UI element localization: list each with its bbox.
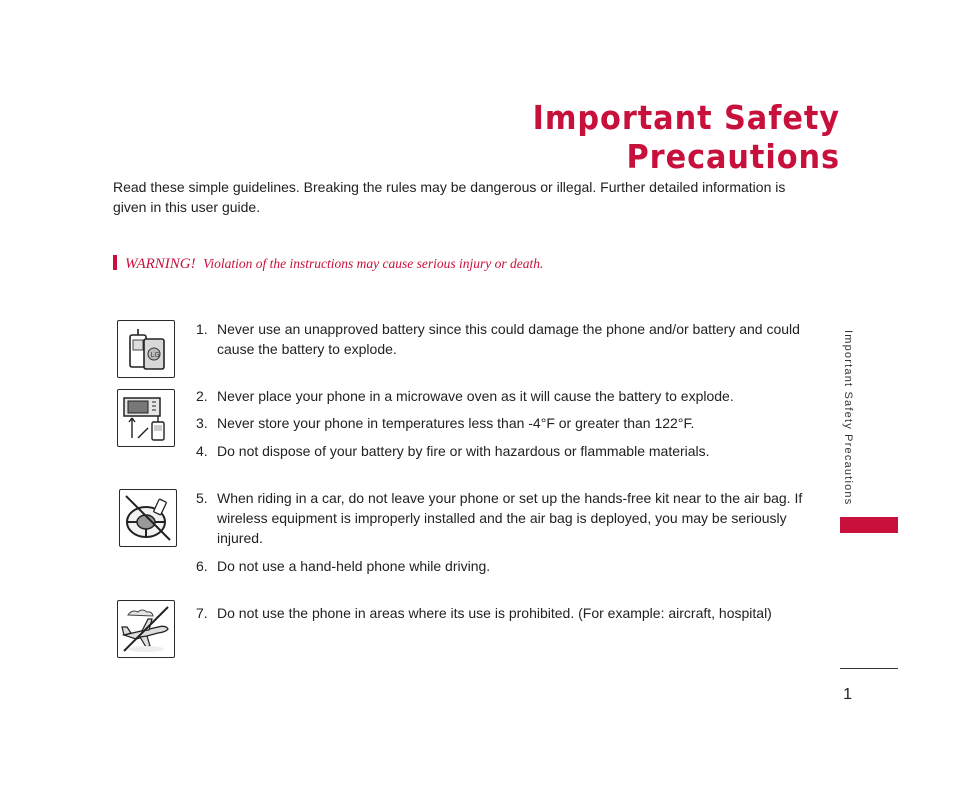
item-text: Do not use a hand-held phone while driving. bbox=[217, 558, 491, 574]
item-number: 7. bbox=[196, 605, 208, 621]
steering-wheel-icon bbox=[119, 489, 177, 547]
item-text: Never place your phone in a microwave oven as it will cause the battery to explode. bbox=[217, 388, 734, 404]
battery-phone-icon bbox=[117, 320, 175, 378]
warning-line bbox=[113, 254, 713, 275]
item-number: 6. bbox=[196, 558, 208, 574]
microwave-icon bbox=[117, 389, 175, 447]
list-item bbox=[196, 386, 806, 406]
page-title: Important Safety Precautions bbox=[532, 98, 840, 176]
item-text: Do not use the phone in areas where its use is prohibited. (For example: aircraft, hospital) bbox=[217, 605, 772, 621]
warning-text: Violation of the instructions may cause serious injury or death. bbox=[203, 256, 544, 271]
item-text: Never store your phone in temperatures less than -4°F or greater than 122°F. bbox=[217, 415, 695, 431]
svg-text:LG: LG bbox=[150, 351, 160, 359]
item-text: When riding in a car, do not leave your phone or set up the hands-free kit near to the air bag. If wireless equipment is improperly installed and the air bag is deployed, you may be seriously injured. bbox=[217, 490, 803, 546]
page-number-rule bbox=[840, 668, 898, 669]
warning-bar bbox=[113, 255, 117, 270]
item-number: 1. bbox=[196, 321, 208, 337]
item-number: 2. bbox=[196, 388, 208, 404]
list-item bbox=[196, 603, 806, 623]
item-number: 3. bbox=[196, 415, 208, 431]
section-tab-marker bbox=[840, 517, 898, 533]
list-item bbox=[196, 441, 806, 461]
item-text: Never use an unapproved battery since this could damage the phone and/or battery and could cause the battery to explode. bbox=[217, 321, 800, 357]
list-item bbox=[196, 319, 806, 359]
item-text: Do not dispose of your battery by fire or with hazardous or flammable materials. bbox=[217, 443, 710, 459]
list-item bbox=[196, 488, 806, 548]
side-section-label: Important Safety Precautions bbox=[842, 330, 854, 506]
list-item bbox=[196, 413, 806, 433]
warning-label: WARNING! bbox=[125, 256, 196, 272]
item-number: 5. bbox=[196, 490, 208, 506]
item-number: 4. bbox=[196, 443, 208, 459]
list-item bbox=[196, 556, 806, 576]
aircraft-prohibited-icon bbox=[117, 600, 175, 658]
page-number: 1 bbox=[843, 686, 852, 703]
intro-paragraph: Read these simple guidelines. Breaking the rules may be dangerous or illegal. Further detailed information is given in this user guide. bbox=[113, 179, 786, 215]
